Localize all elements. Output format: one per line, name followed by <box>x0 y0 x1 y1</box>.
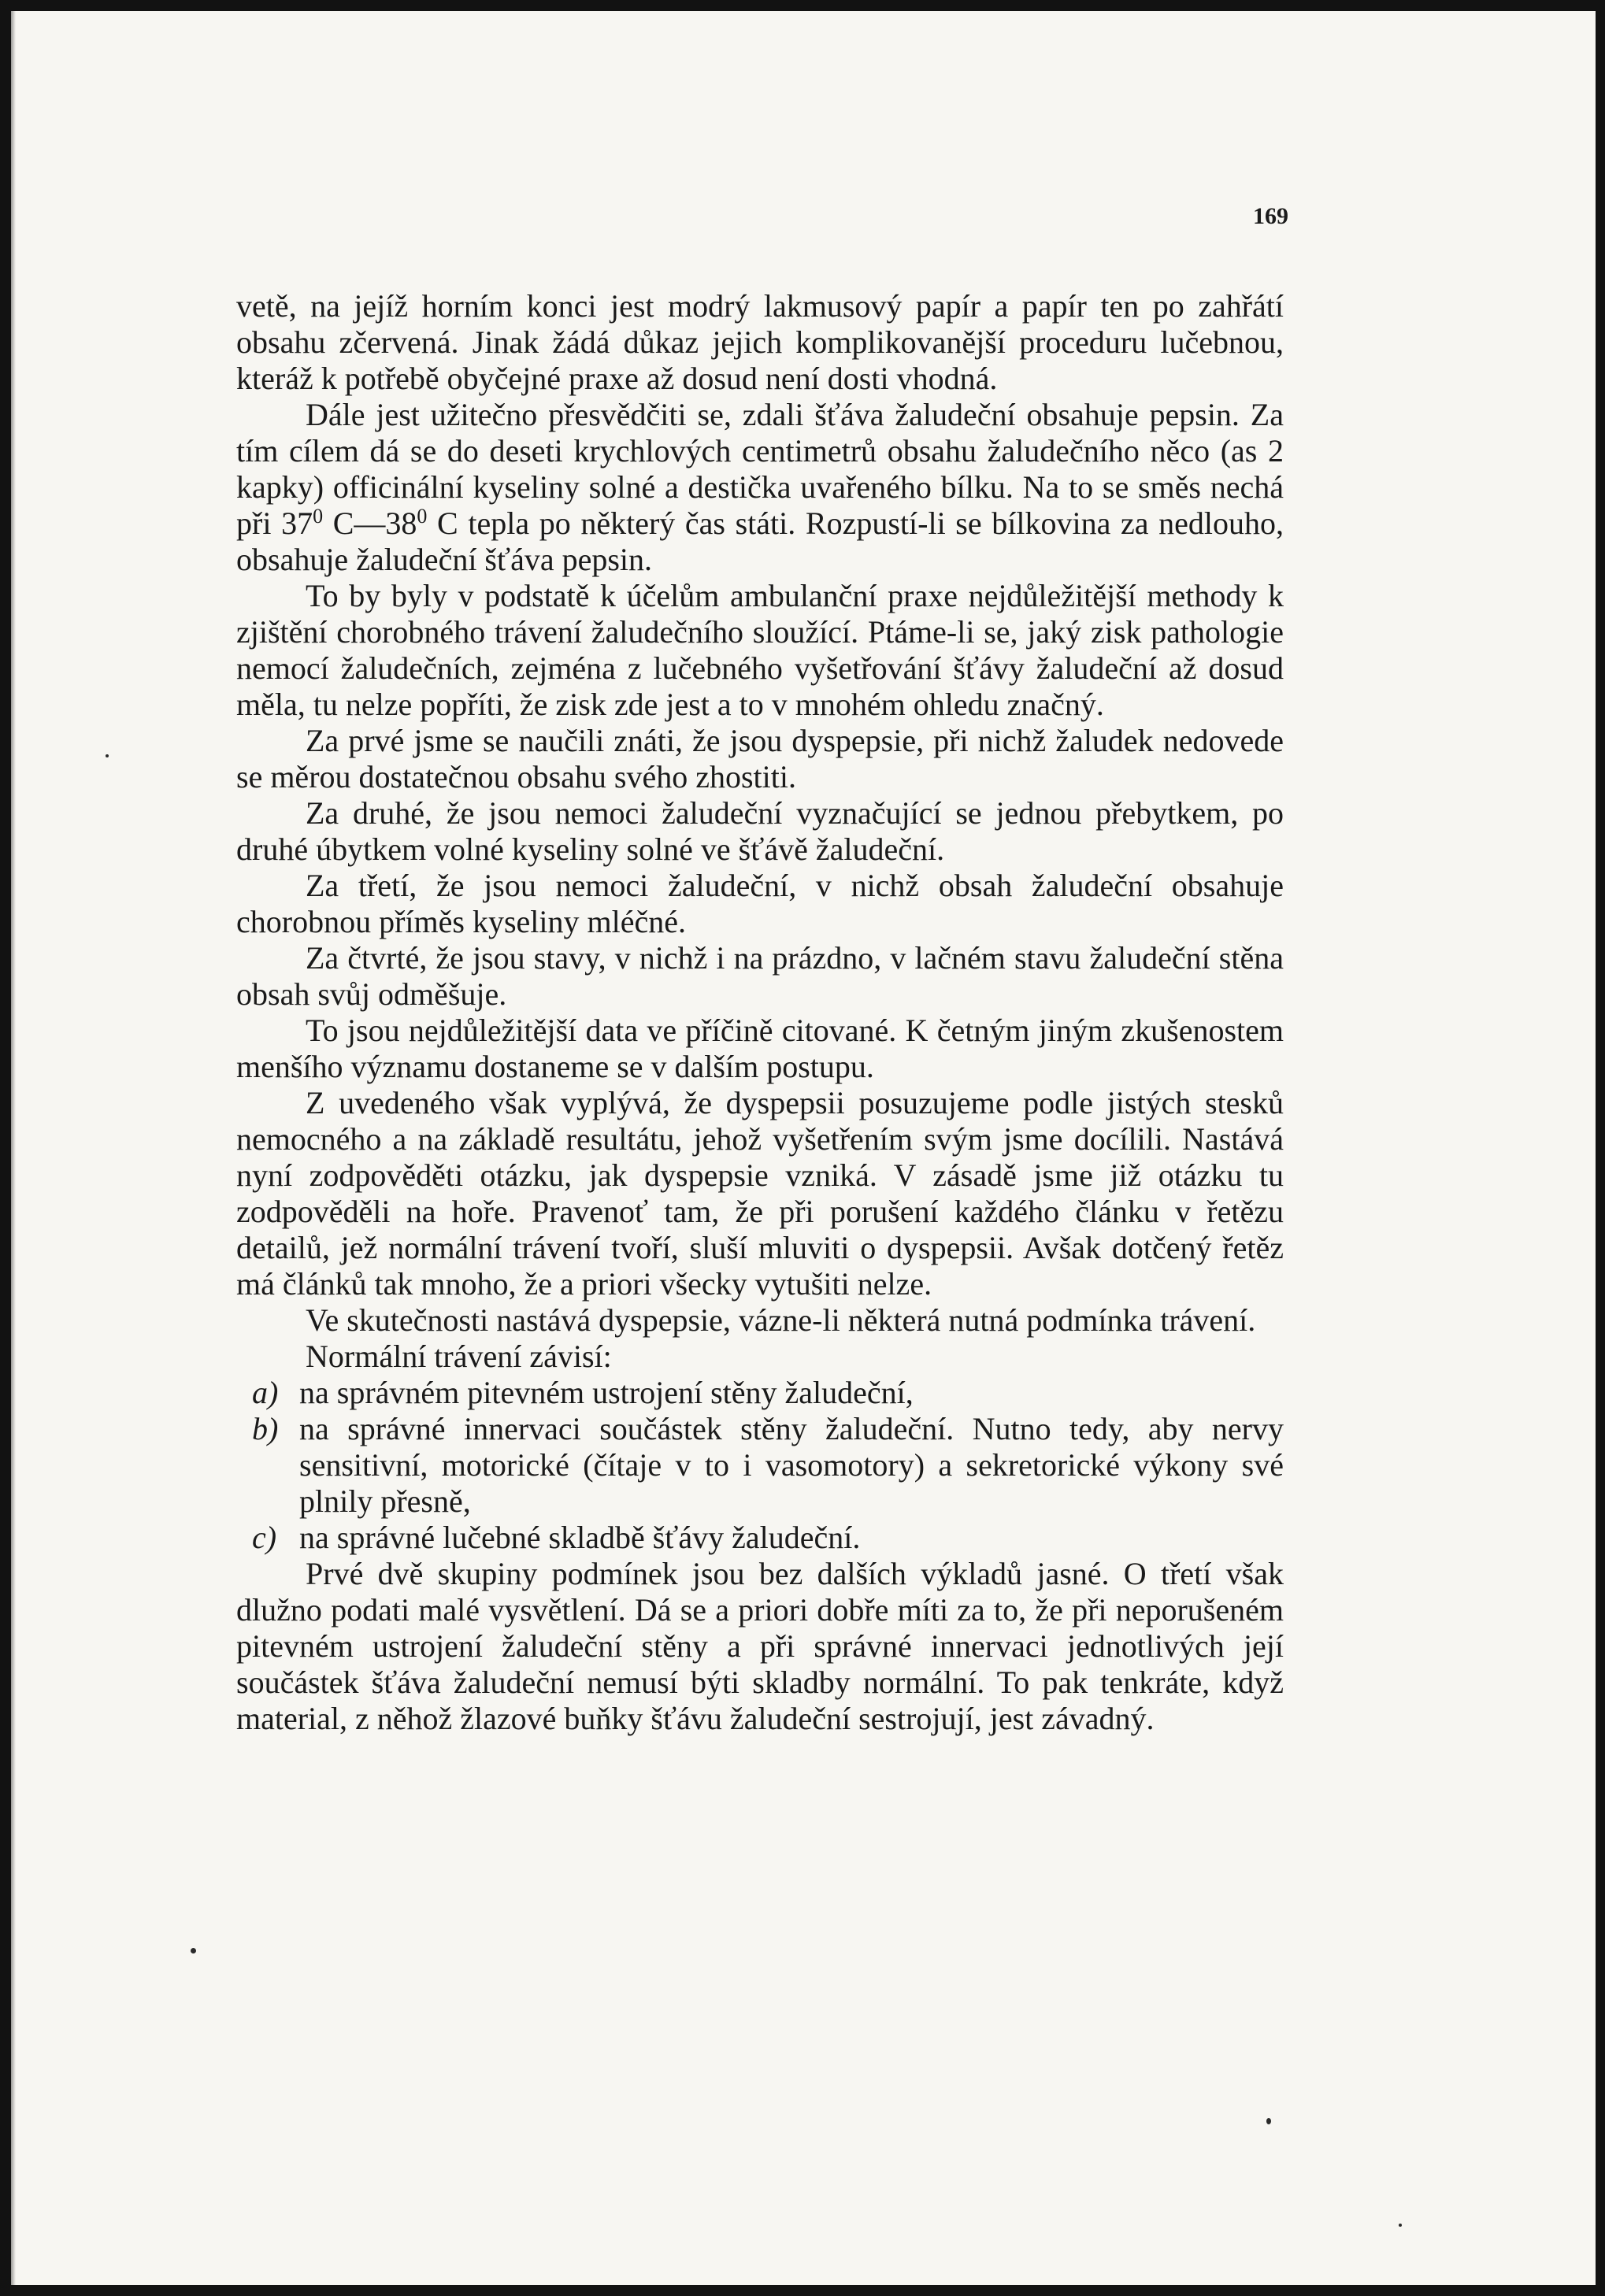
paragraph-2-part-3: C tepla po některý čas státi. Rozpustí-li se bílkovina za nedlouho, obsahuje žaludeční šťáva pepsin. <box>236 505 1284 577</box>
scan-speck <box>191 1948 196 1953</box>
paragraph-9: Z uvedeného však vyplývá, že dyspepsii posuzujeme podle jistých stesků nemocného a na základě resultátu, jehož vyšetřením svým jsme docílili. Nastává nyní zodpověděti otázku, jak dyspepsie vzniká. V zásadě jsme již otázku tu zodpověděli na hoře. Pravenoť tam, že při porušení každého článku v řetězu detailů, jež normální trávení tvoří, sluší mluviti o dyspepsii. Avšak dotčený řetěz má článků tak mnoho, že a priori všecky vytušiti nelze. <box>236 1085 1284 1302</box>
list-item <box>236 1375 1284 1411</box>
list-item <box>236 1520 1284 1556</box>
paragraph-10: Ve skutečnosti nastává dyspepsie, vázne-li některá nutná podmínka trávení. <box>306 1302 1256 1338</box>
conditions-list <box>236 1375 1284 1556</box>
list-marker-c: c) <box>252 1520 277 1555</box>
list-marker-b: b) <box>252 1411 279 1446</box>
degree-mark-1: 0 <box>313 505 324 528</box>
scan-speck <box>1399 2224 1402 2227</box>
paragraph-4: Za prvé jsme se naučili znáti, že jsou dyspepsie, při nichž žaludek nedovede se měrou dostatečnou obsahu svého zhostiti. <box>236 723 1284 794</box>
body-text <box>236 288 1284 1737</box>
list-item <box>236 1411 1284 1520</box>
list-item-text: na správné lučebné skladbě šťávy žaludeční. <box>299 1520 861 1555</box>
scan-speck <box>106 754 109 757</box>
list-marker-a: a) <box>252 1375 279 1410</box>
paragraph-8: To jsou nejdůležitější data ve příčině citované. K četným jiným zkušenostem menšího významu dostaneme se v dalším postupu. <box>236 1013 1284 1084</box>
paragraph-2-part-1: Dále jest užitečno přesvědčiti se, zdali šťáva žaludeční obsahuje pepsin. Za tím cílem dá se do deseti krychlových centimetrů obsahu žaludečního něco (as 2 kapky) officinální kyseliny solné a destička uvařeného bílku. Na to se směs nechá při 37 <box>236 397 1284 541</box>
paragraph-12: Prvé dvě skupiny podmínek jsou bez dalších výkladů jasné. O třetí však dlužno podati malé vysvětlení. Dá se a priori dobře míti za to, že při neporušeném pitevném ustrojení žaludeční stěny a při správné innervaci jednotlivých její součástek šťáva žaludeční nemusí býti skladby normální. To pak tenkráte, když material, z něhož žlazové buňky šťávu žaludeční sestrojují, jest závadný. <box>236 1556 1284 1736</box>
paragraph-2-part-2: C—38 <box>323 505 417 541</box>
scan-speck <box>1266 2118 1271 2124</box>
page-edge-shadow <box>11 11 16 2285</box>
list-item-text: na správné innervaci součástek stěny žaludeční. Nutno tedy, aby nervy sensitivní, motorické (čítaje v to i vasomotory) a sekretorické výkony své plnily přesně, <box>299 1411 1284 1519</box>
paragraph-2 <box>236 397 1284 578</box>
list-item-text: na správném pitevném ustrojení stěny žaludeční, <box>299 1375 914 1410</box>
book-page <box>11 11 1596 2285</box>
paragraph-6: Za třetí, že jsou nemoci žaludeční, v nichž obsah žaludeční obsahuje chorobnou příměs kyseliny mléčné. <box>236 868 1284 939</box>
paragraph-3: To by byly v podstatě k účelům ambulanční praxe nejdůležitější methody k zjištění chorobného trávení žaludečního sloužící. Ptáme-li se, jaký zisk pathologie nemocí žaludečních, zejména z lučebného vyšetřování šťávy žaludeční až dosud měla, tu nelze popříti, že zisk zde jest a to v mnohém ohledu značný. <box>236 578 1284 722</box>
page-number: 169 <box>1253 203 1288 229</box>
paragraph-7: Za čtvrté, že jsou stavy, v nichž i na prázdno, v lačném stavu žaludeční stěna obsah svůj odměšuje. <box>236 940 1284 1012</box>
paragraph-5: Za druhé, že jsou nemoci žaludeční vyznačující se jednou přebytkem, po druhé úbytkem volné kyseliny solné ve šťávě žaludeční. <box>236 795 1284 867</box>
paragraph-1: vetě, na jejíž horním konci jest modrý lakmusový papír a papír ten po zahřátí obsahu zčervená. Jinak žádá důkaz jejich komplikovanější proceduru lučebnou, kteráž k potřebě obyčejné praxe až dosud není dosti vhodná. <box>236 288 1284 396</box>
paragraph-11: Normální trávení závisí: <box>306 1339 612 1374</box>
degree-mark-2: 0 <box>417 505 428 528</box>
